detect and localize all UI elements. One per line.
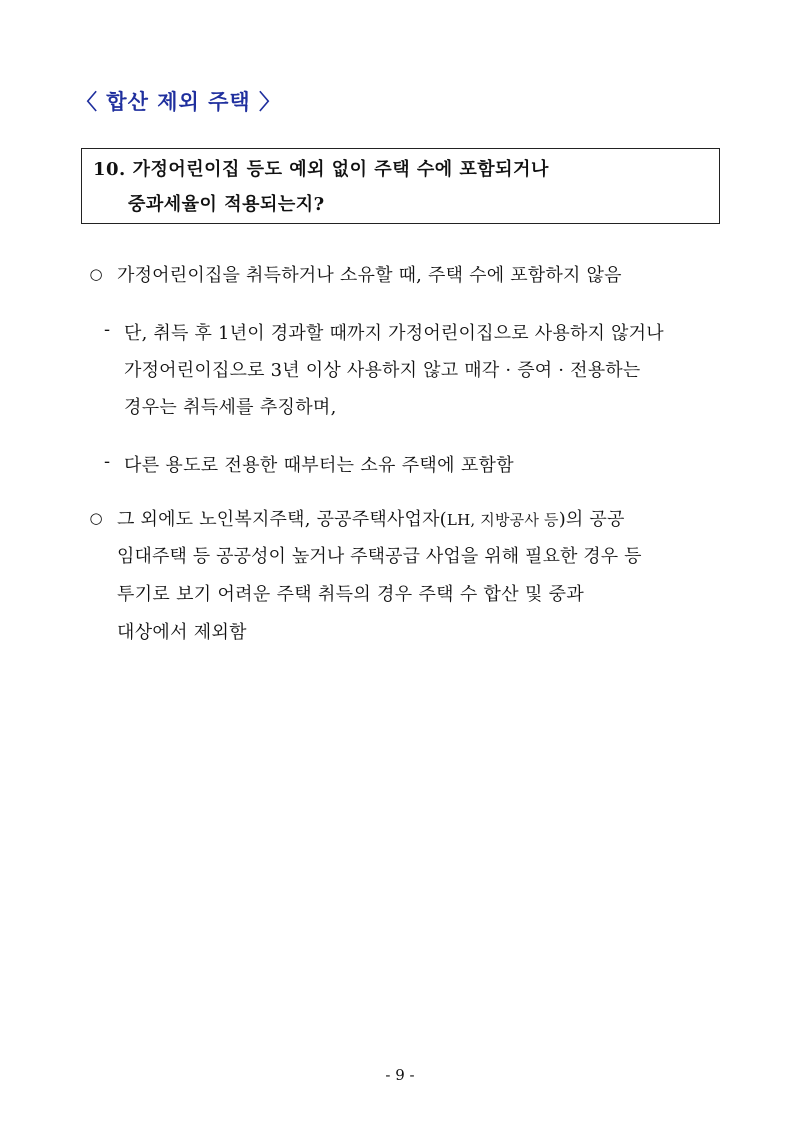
bullet-circle-1: ○ xyxy=(89,265,103,283)
sub-item-2-dash: - xyxy=(104,451,111,472)
question-box xyxy=(81,148,720,224)
bullet-2-line-4: 대상에서 제외함 xyxy=(117,622,247,643)
sub-item-2-line-1: 다른 용도로 전용한 때부터는 소유 주택에 포함함 xyxy=(124,455,514,476)
bullet-2-line-3: 투기로 보기 어려운 주택 취득의 경우 주택 수 합산 및 중과 xyxy=(117,584,585,605)
sub-item-1-line-2: 가정어린이집으로 3년 이상 사용하지 않고 매각 · 증여 · 전용하는 xyxy=(124,360,641,381)
page-number: - 9 - xyxy=(385,1066,415,1084)
sub-item-1-line-3: 경우는 취득세를 추징하며, xyxy=(124,397,337,418)
bullet-2-line-1-pre: 그 외에도 노인복지주택, 공공주택사업자( xyxy=(117,509,447,530)
sub-item-1-line-1: 단, 취득 후 1년이 경과할 때까지 가정어린이집으로 사용하지 않거나 xyxy=(124,323,664,344)
bullet-2-line-1-small: LH, 지방공사 등 xyxy=(446,511,559,529)
question-line-1: 10. 가정어린이집 등도 예외 없이 주택 수에 포함되거나 xyxy=(93,159,549,180)
bullet-2-line-1 xyxy=(117,505,625,531)
bullet-2-line-2: 임대주택 등 공공성이 높거나 주택공급 사업을 위해 필요한 경우 등 xyxy=(117,546,642,567)
bullet-2-line-1-post: )의 공공 xyxy=(558,509,625,530)
question-line-2: 중과세율이 적용되는지? xyxy=(128,194,325,215)
section-title: 〈 합산 제외 주택 〉 xyxy=(76,90,281,114)
bullet-circle-2: ○ xyxy=(89,509,103,527)
bullet-1-text: 가정어린이집을 취득하거나 소유할 때, 주택 수에 포함하지 않음 xyxy=(117,265,622,286)
sub-item-1-dash: - xyxy=(104,319,111,340)
